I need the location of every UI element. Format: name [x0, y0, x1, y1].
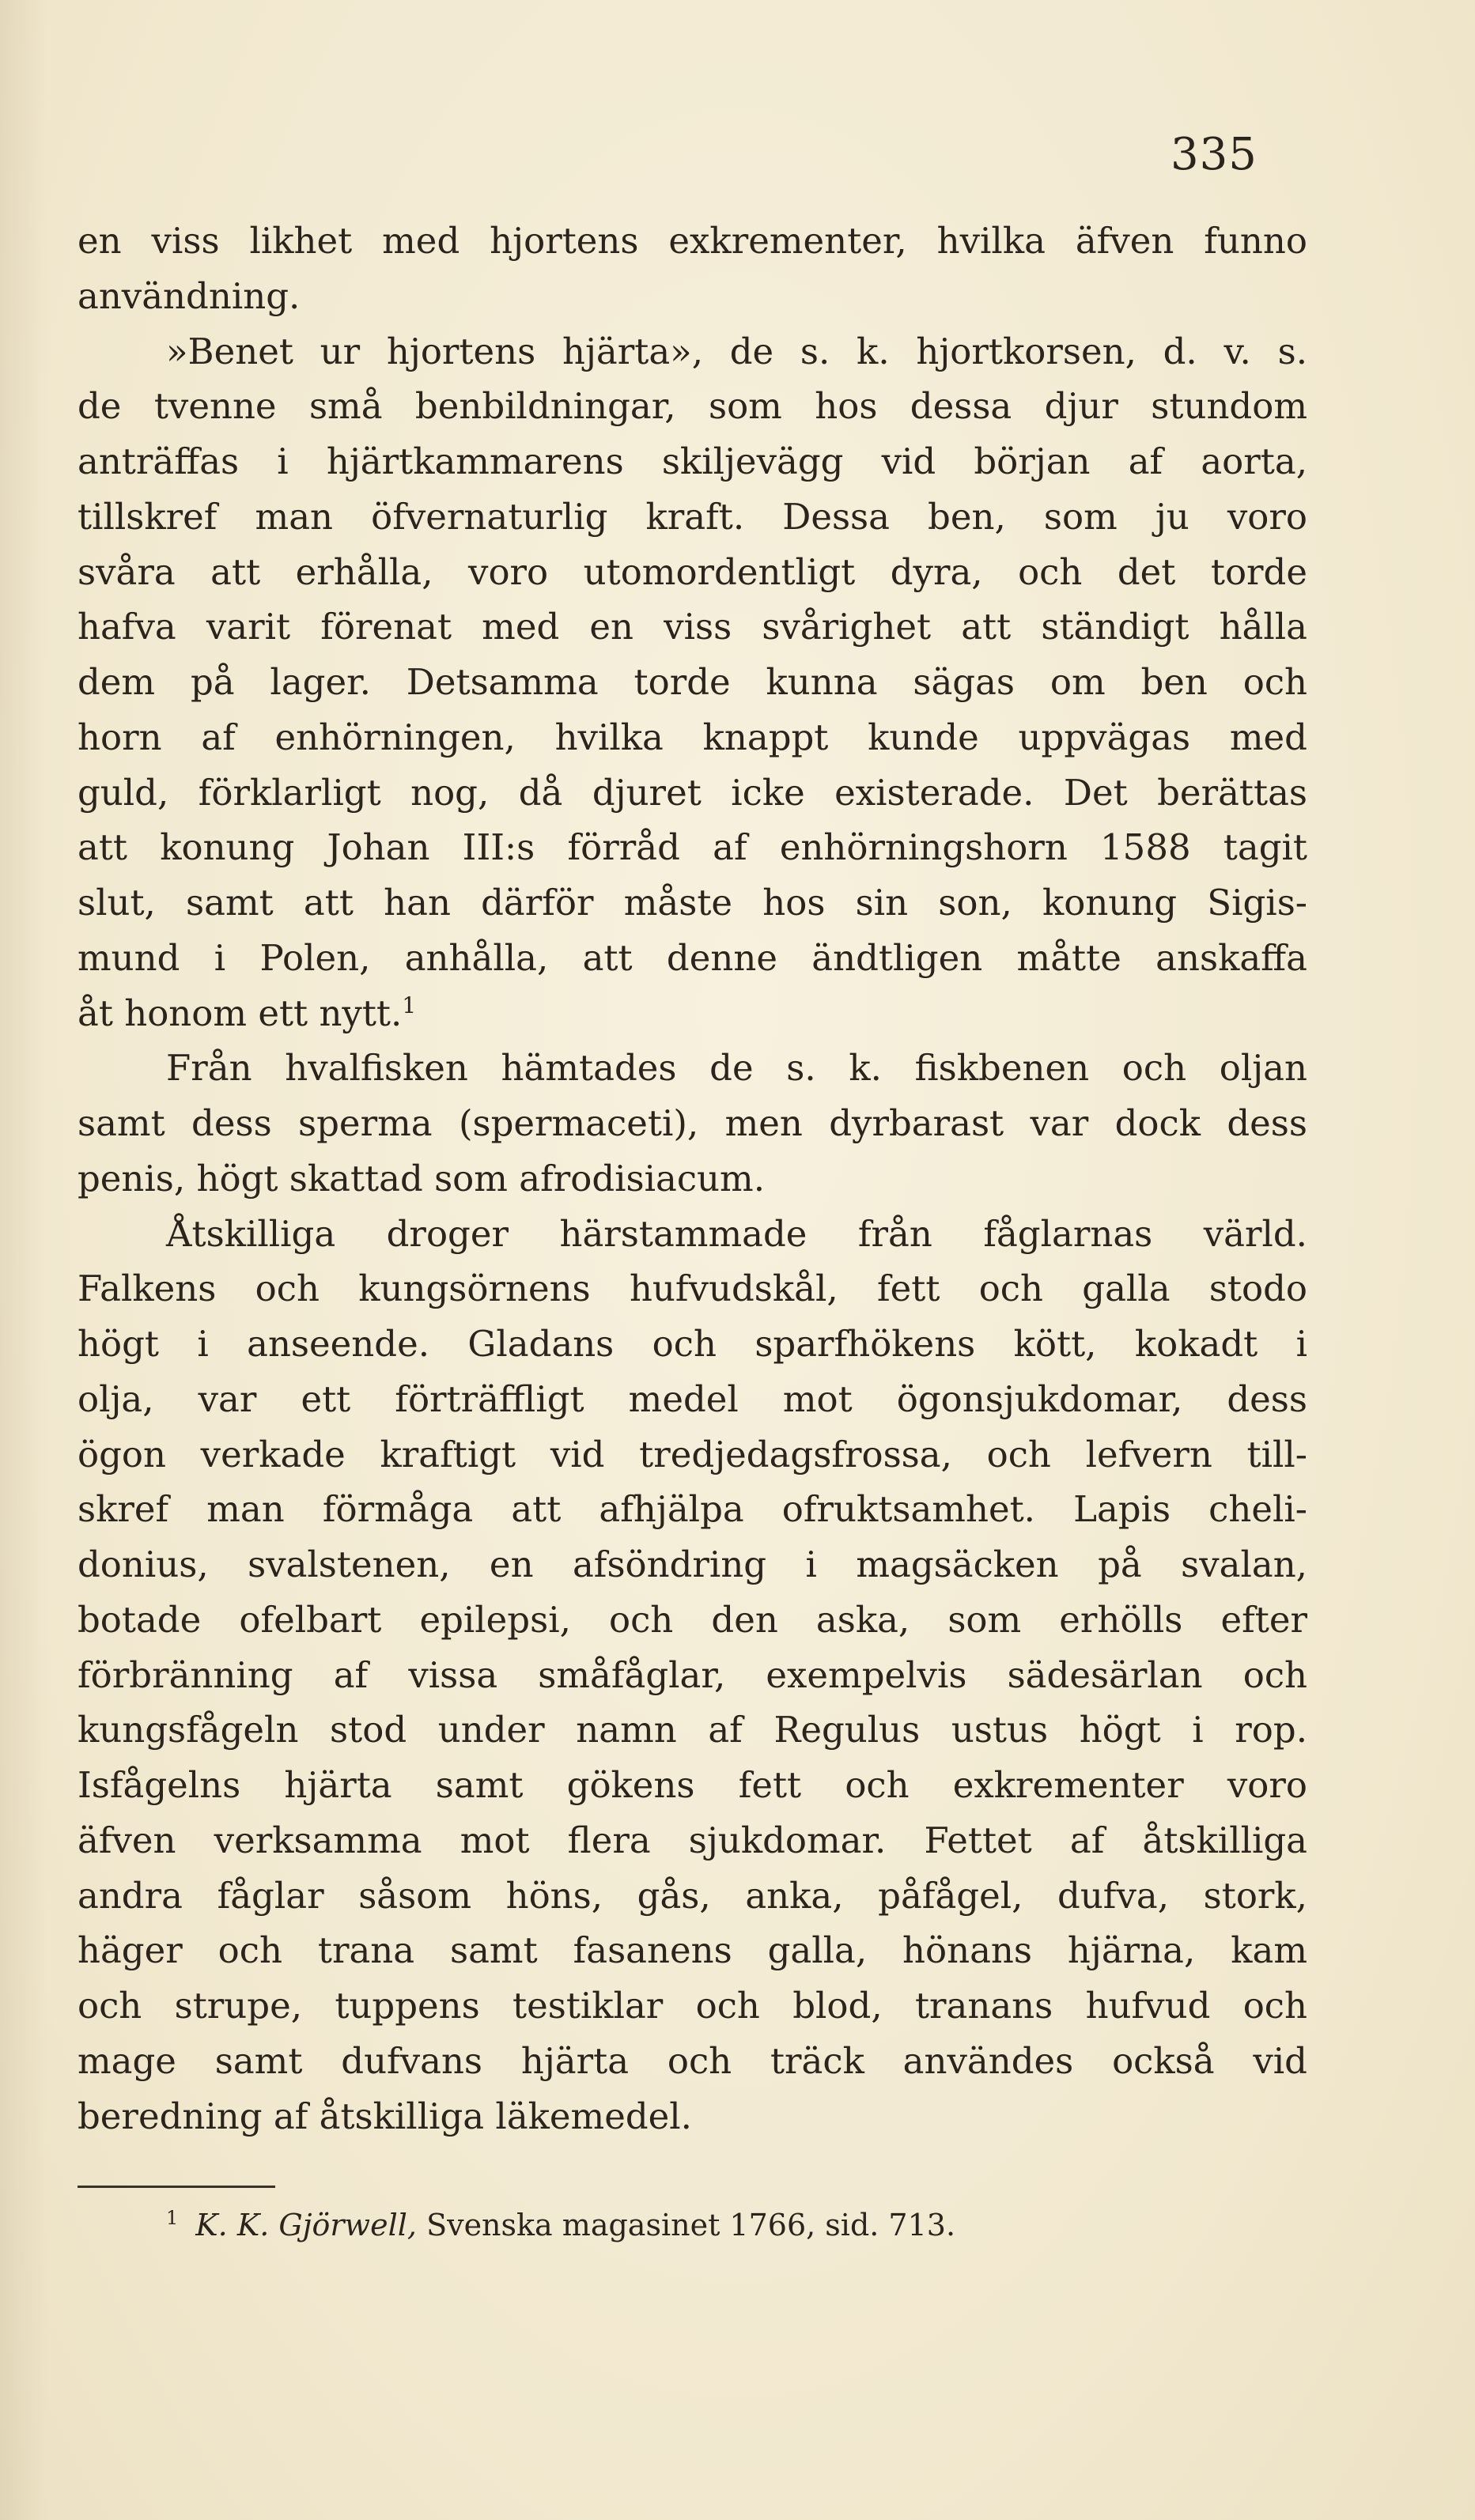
text-line-20: Falkens och kungsörnens hufvudskål, fett och galla stodo — [78, 1268, 1307, 1310]
text-line-35: beredning af åtskilliga läkemedel. — [78, 2095, 692, 2137]
text-line-12: att konung Johan III:s förråd af enhörningshorn 1588 tagit — [78, 826, 1307, 869]
text-line-14: mund i Polen, anhålla, att denne ändtligen måtte anskaffa — [78, 936, 1307, 979]
text-line-15 — [78, 986, 1307, 1041]
text-line-4: de tvenne små benbildningar, som hos dessa djur stundom — [78, 385, 1307, 428]
text-line-31: andra fåglar såsom höns, gås, anka, påfågel, dufva, stork, — [78, 1874, 1307, 1917]
text-line-9: dem på lager. Detsamma torde kunna sägas om ben och — [78, 661, 1307, 703]
text-line-1: en viss likhet med hjortens exkrementer, hvilka äfven funno — [78, 220, 1307, 262]
text-line-18: penis, högt skattad som afrodisiacum. — [78, 1157, 765, 1200]
text-line-2: användning. — [78, 274, 301, 317]
text-line-25: donius, svalstenen, en afsöndring i magsäcken på svalan, — [78, 1543, 1307, 1585]
footnote-divider — [78, 2186, 275, 2188]
text-line-28: kungsfågeln stod under namn af Regulus ustus högt i rop. — [78, 1709, 1307, 1751]
text-line-10: horn af enhörningen, hvilka knappt kunde uppvägas med — [78, 716, 1307, 758]
text-line-30: äfven verksamma mot flera sjukdomar. Fettet af åtskilliga — [78, 1819, 1307, 1861]
text-line-26: botade ofelbart epilepsi, och den aska, som erhölls efter — [78, 1598, 1307, 1641]
footnote-author: K. K. Gjörwell, — [195, 2208, 417, 2242]
footnote — [166, 2198, 955, 2245]
text-line-32: häger och trana samt fasanens galla, hönans hjärna, kam — [78, 1929, 1307, 1972]
text-line-22: olja, var ett förträffligt medel mot ögonsjukdomar, dess — [78, 1377, 1307, 1420]
text-line-6: tillskref man öfvernaturlig kraft. Dessa ben, som ju voro — [78, 495, 1307, 538]
text-line-3: »Benet ur hjortens hjärta», de s. k. hjortkorsen, d. v. s. — [166, 330, 1307, 372]
text-line-7: svåra att erhålla, voro utomordentligt dyra, och det torde — [78, 550, 1307, 593]
body-text — [78, 213, 1307, 2144]
text-line-8: hafva varit förenat med en viss svårighet att ständigt hålla — [78, 606, 1307, 648]
text-line-15-content: åt honom ett nytt. — [78, 992, 403, 1034]
text-line-11: guld, förklarligt nog, då djuret icke existerade. Det berättas — [78, 771, 1307, 814]
text-line-27: förbränning af vissa småfåglar, exempelvis sädesärlan och — [78, 1653, 1307, 1696]
footnote-reference: 1 — [402, 992, 417, 1018]
footnote-marker: 1 — [166, 2207, 179, 2229]
text-line-5: anträffas i hjärtkammarens skiljevägg vid början af aorta, — [78, 440, 1307, 482]
page-number: 335 — [1171, 129, 1258, 180]
text-line-16: Från hvalfisken hämtades de s. k. fiskbenen och oljan — [166, 1047, 1307, 1090]
text-line-13: slut, samt att han därför måste hos sin son, konung Sigis- — [78, 882, 1307, 924]
text-line-21: högt i anseende. Gladans och sparfhökens kött, kokadt i — [78, 1323, 1307, 1365]
text-line-34: mage samt dufvans hjärta och träck användes också vid — [78, 2039, 1307, 2082]
text-line-33: och strupe, tuppens testiklar och blod, tranans hufvud och — [78, 1985, 1307, 2027]
footnote-text: Svenska magasinet 1766, sid. 713. — [426, 2208, 956, 2242]
text-line-24: skref man förmåga att afhjälpa ofruktsamhet. Lapis cheli- — [78, 1488, 1307, 1531]
text-line-19: Åtskilliga droger härstammade från fåglarnas värld. — [166, 1212, 1307, 1255]
text-line-23: ögon verkade kraftigt vid tredjedagsfrossa, och lefvern till- — [78, 1433, 1307, 1475]
text-line-17: samt dess sperma (spermaceti), men dyrbarast var dock dess — [78, 1102, 1307, 1144]
text-line-29: Isfågelns hjärta samt gökens fett och exkrementer voro — [78, 1764, 1307, 1806]
